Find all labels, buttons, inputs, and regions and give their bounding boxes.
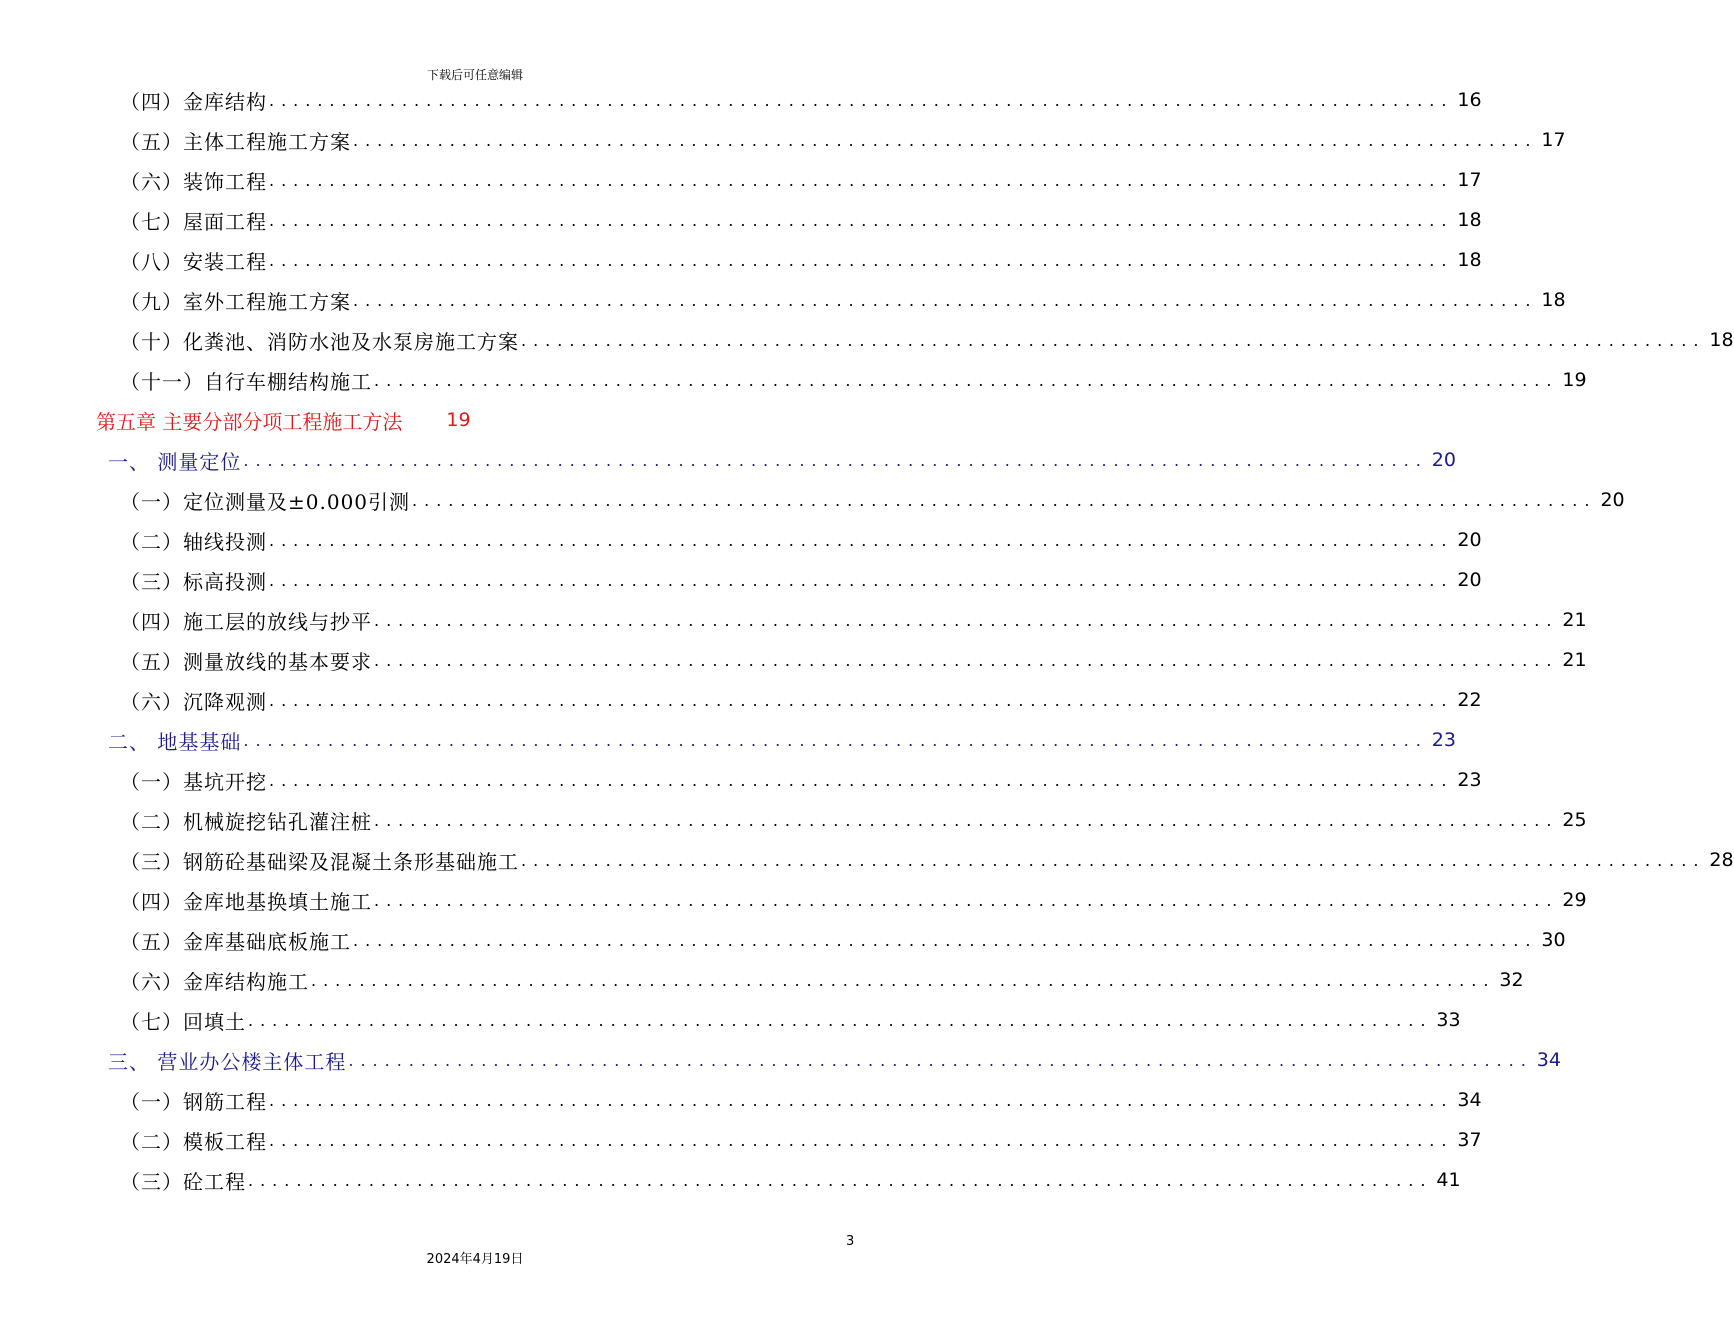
toc-leader: .................................................................................................. bbox=[374, 610, 1559, 630]
toc-leader: .................................................................................................. bbox=[243, 730, 1428, 750]
toc-leader: .................................................................................................. bbox=[374, 810, 1559, 830]
toc-entry[interactable] bbox=[120, 920, 1566, 960]
toc-section[interactable] bbox=[108, 1040, 1561, 1080]
page-header: 下载后可任意编辑 bbox=[426, 68, 523, 82]
toc-entry[interactable] bbox=[120, 240, 1482, 280]
toc-entry[interactable] bbox=[120, 320, 1734, 360]
toc-page-number: 18 bbox=[1709, 329, 1734, 351]
toc-entry-label: （二）轴线投测 bbox=[120, 529, 267, 554]
page-number: 3 bbox=[846, 1234, 855, 1249]
toc-entry-label: （十一）自行车棚结构施工 bbox=[120, 369, 372, 394]
toc-leader: .................................................................................................. bbox=[348, 1050, 1533, 1070]
toc-entry-label: （七）屋面工程 bbox=[120, 209, 267, 234]
toc-entry-label: （五）测量放线的基本要求 bbox=[120, 649, 372, 674]
toc-entry[interactable] bbox=[120, 160, 1482, 200]
toc-entry[interactable] bbox=[120, 640, 1587, 680]
toc-entry[interactable] bbox=[120, 280, 1566, 320]
toc-page-number: 18 bbox=[1457, 209, 1482, 231]
chapter-page-number: 19 bbox=[446, 409, 471, 431]
toc-leader: .................................................................................................. bbox=[269, 570, 1454, 590]
toc-page-number: 16 bbox=[1457, 89, 1482, 111]
toc-leader: .................................................................................................. bbox=[353, 930, 1538, 950]
toc-entry[interactable] bbox=[120, 600, 1587, 640]
toc-leader: .................................................................................................. bbox=[243, 450, 1428, 470]
toc-page-number: 17 bbox=[1457, 169, 1482, 191]
toc-entry[interactable] bbox=[120, 520, 1482, 560]
toc-section[interactable] bbox=[108, 720, 1456, 760]
toc-entry-label: （四）施工层的放线与抄平 bbox=[120, 609, 372, 634]
toc-entry-label: （一）基坑开挖 bbox=[120, 769, 267, 794]
toc-leader: .................................................................................................. bbox=[248, 1010, 1433, 1030]
toc-leader: .................................................................................................. bbox=[412, 490, 1597, 510]
toc-entry[interactable] bbox=[120, 560, 1482, 600]
toc-page-number: 20 bbox=[1431, 449, 1456, 471]
toc-entry-label: （六）沉降观测 bbox=[120, 689, 267, 714]
toc-page-number: 37 bbox=[1457, 1129, 1482, 1151]
toc-leader: .................................................................................................. bbox=[269, 530, 1454, 550]
toc-page-number: 21 bbox=[1562, 609, 1587, 631]
toc-entry-label: （三）钢筋砼基础梁及混凝土条形基础施工 bbox=[120, 849, 519, 874]
toc-page-number: 21 bbox=[1562, 649, 1587, 671]
toc-entry[interactable] bbox=[120, 480, 1625, 520]
toc-page-number: 34 bbox=[1457, 1089, 1482, 1111]
toc-leader: .................................................................................................. bbox=[269, 770, 1454, 790]
toc-entry[interactable] bbox=[120, 840, 1734, 880]
toc-page-number: 20 bbox=[1457, 529, 1482, 551]
toc-entry[interactable] bbox=[120, 960, 1524, 1000]
toc-leader: .................................................................................................. bbox=[269, 690, 1454, 710]
toc-leader: .................................................................................................. bbox=[269, 250, 1454, 270]
toc-leader: .................................................................................................. bbox=[269, 210, 1454, 230]
toc-page-number: 32 bbox=[1499, 969, 1524, 991]
toc-leader: .................................................................................................. bbox=[269, 1090, 1454, 1110]
toc-entry[interactable] bbox=[120, 1000, 1461, 1040]
toc-entry-label: （十）化粪池、消防水池及水泵房施工方案 bbox=[120, 329, 519, 354]
toc-entry-label: （五）主体工程施工方案 bbox=[120, 129, 351, 154]
toc-section-label: 二、 地基基础 bbox=[108, 729, 242, 754]
chapter-title: 第五章 主要分部分项工程施工方法 bbox=[96, 409, 403, 434]
toc-entry[interactable] bbox=[120, 1160, 1461, 1200]
toc-page-number: 28 bbox=[1709, 849, 1734, 871]
toc-page-number: 19 bbox=[1562, 369, 1587, 391]
toc-entry-label: （八）安装工程 bbox=[120, 249, 267, 274]
toc-leader: .................................................................................................. bbox=[374, 370, 1559, 390]
toc-page-number: 22 bbox=[1457, 689, 1482, 711]
toc-page-number: 20 bbox=[1457, 569, 1482, 591]
toc-leader: .................................................................................................. bbox=[353, 130, 1538, 150]
toc-entry-label: （四）金库结构 bbox=[120, 89, 267, 114]
toc-page-number: 23 bbox=[1431, 729, 1456, 751]
toc-entry-label: （二）机械旋挖钻孔灌注桩 bbox=[120, 809, 372, 834]
toc-leader: .................................................................................................. bbox=[374, 650, 1559, 670]
toc-leader: .................................................................................................. bbox=[269, 90, 1454, 110]
toc-entry[interactable] bbox=[120, 680, 1482, 720]
toc-leader: .................................................................................................. bbox=[521, 850, 1706, 870]
toc-page-number: 25 bbox=[1562, 809, 1587, 831]
toc-entry[interactable] bbox=[120, 360, 1587, 400]
toc-page-number: 41 bbox=[1436, 1169, 1461, 1191]
toc-page-number: 18 bbox=[1457, 249, 1482, 271]
toc-page-number: 33 bbox=[1436, 1009, 1461, 1031]
toc-entry-label: （九）室外工程施工方案 bbox=[120, 289, 351, 314]
toc-leader: .................................................................................................. bbox=[269, 170, 1454, 190]
toc-leader: .................................................................................................. bbox=[269, 1130, 1454, 1150]
toc-leader: .................................................................................................. bbox=[374, 890, 1559, 910]
toc-entry-label: （一）钢筋工程 bbox=[120, 1089, 267, 1114]
toc-entry[interactable] bbox=[120, 200, 1482, 240]
toc-entry-label: （六）金库结构施工 bbox=[120, 969, 309, 994]
toc-entry[interactable] bbox=[120, 1080, 1482, 1120]
toc-entry-label: （三）标高投测 bbox=[120, 569, 267, 594]
toc-page-number: 18 bbox=[1541, 289, 1566, 311]
toc-entry-label: （七）回填土 bbox=[120, 1009, 246, 1034]
toc-entry-label: （六）装饰工程 bbox=[120, 169, 267, 194]
toc-entry-label: （四）金库地基换填土施工 bbox=[120, 889, 372, 914]
footer-date: 2024年4月19日 bbox=[426, 1252, 524, 1267]
toc-entry[interactable] bbox=[120, 800, 1587, 840]
toc-leader: .................................................................................................. bbox=[521, 330, 1706, 350]
toc-entry[interactable] bbox=[120, 880, 1587, 920]
toc-section-label: 一、 测量定位 bbox=[108, 449, 242, 474]
toc-page-number: 23 bbox=[1457, 769, 1482, 791]
toc-entry[interactable] bbox=[120, 1120, 1482, 1160]
toc-section-label: 三、 营业办公楼主体工程 bbox=[108, 1049, 347, 1074]
toc-entry-label: （五）金库基础底板施工 bbox=[120, 929, 351, 954]
toc-section[interactable] bbox=[108, 440, 1456, 480]
toc-leader: .................................................................................................. bbox=[353, 290, 1538, 310]
toc-entry[interactable] bbox=[120, 760, 1482, 800]
toc-page-number: 30 bbox=[1541, 929, 1566, 951]
chapter-heading[interactable] bbox=[96, 400, 471, 440]
toc-entry-label: （三）砼工程 bbox=[120, 1169, 246, 1194]
toc-leader: .................................................................................................. bbox=[248, 1170, 1433, 1190]
toc-entry[interactable] bbox=[120, 80, 1482, 120]
toc-entry-label: （一）定位测量及±0.000引测 bbox=[120, 489, 411, 514]
toc-leader: .................................................................................................. bbox=[311, 970, 1496, 990]
toc-page-number: 20 bbox=[1600, 489, 1625, 511]
toc-page-number: 34 bbox=[1536, 1049, 1561, 1071]
toc-page-number: 29 bbox=[1562, 889, 1587, 911]
toc-page-number: 17 bbox=[1541, 129, 1566, 151]
toc-entry-label: （二）模板工程 bbox=[120, 1129, 267, 1154]
toc-entry[interactable] bbox=[120, 120, 1566, 160]
